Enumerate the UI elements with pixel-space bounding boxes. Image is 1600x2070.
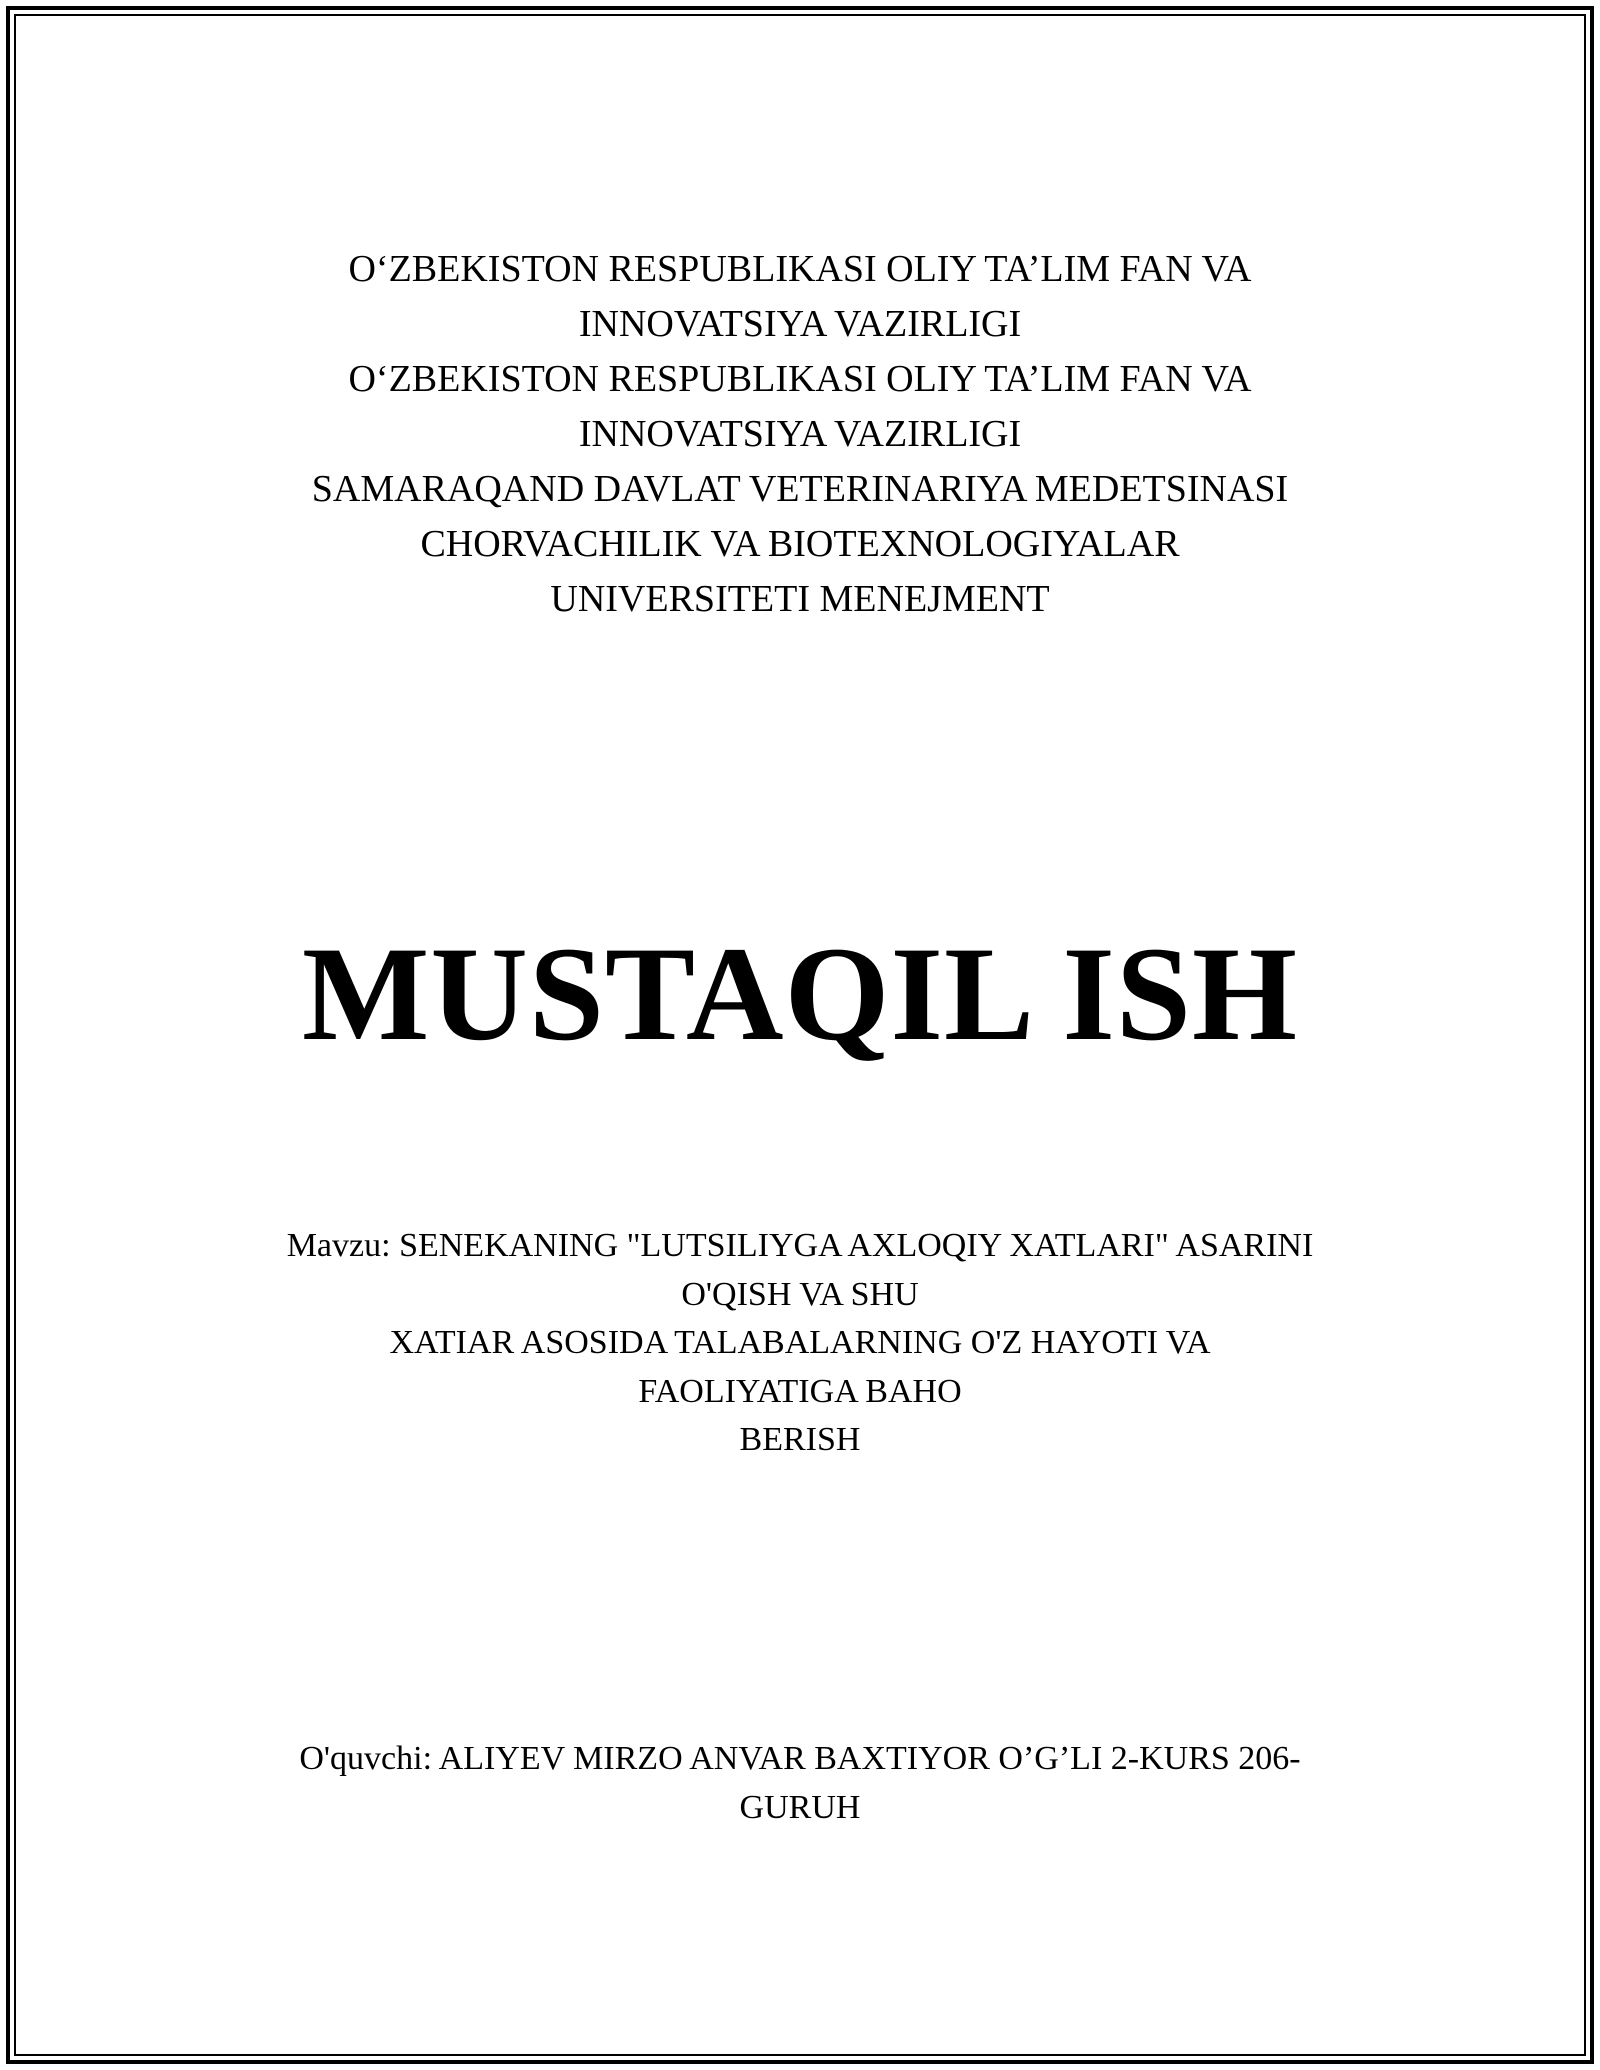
ministry-header <box>0 242 1600 627</box>
header-line: SAMARAQAND DAVLAT VETERINARIYA MEDETSINASI <box>311 468 1289 510</box>
topic-line: Mavzu: SENEKANING "LUTSILIYGA AXLOQIY XATLARI" ASARINI <box>286 1227 1314 1264</box>
student-line: GURUH <box>739 1788 861 1826</box>
topic-line: FAOLIYATIGA BAHO <box>638 1372 962 1410</box>
topic-section <box>0 1222 1600 1465</box>
document-title: MUSTAQIL ISH <box>301 920 1299 1069</box>
student-info <box>0 1735 1600 1832</box>
header-line: O‘ZBEKISTON RESPUBLIKASI OLIY TA’LIM FAN VA <box>348 248 1252 290</box>
topic-line: BERISH <box>739 1421 861 1458</box>
header-line: INNOVATSIYA VAZIRLIGI <box>578 303 1022 345</box>
topic-line: XATIAR ASOSIDA TALABALARNING O'Z HAYOTI VA <box>389 1324 1211 1361</box>
header-line: O‘ZBEKISTON RESPUBLIKASI OLIY TA’LIM FAN VA <box>348 358 1252 400</box>
student-line: O'quvchi: ALIYEV MIRZO ANVAR BAXTIYOR O’G’LI 2-KURS 206- <box>299 1740 1301 1777</box>
header-line: CHORVACHILIK VA BIOTEXNOLOGIYALAR <box>420 523 1180 565</box>
header-line: INNOVATSIYA VAZIRLIGI <box>578 413 1022 455</box>
header-line: UNIVERSITETI MENEJMENT <box>550 578 1050 620</box>
topic-line: O'QISH VA SHU <box>681 1275 919 1313</box>
